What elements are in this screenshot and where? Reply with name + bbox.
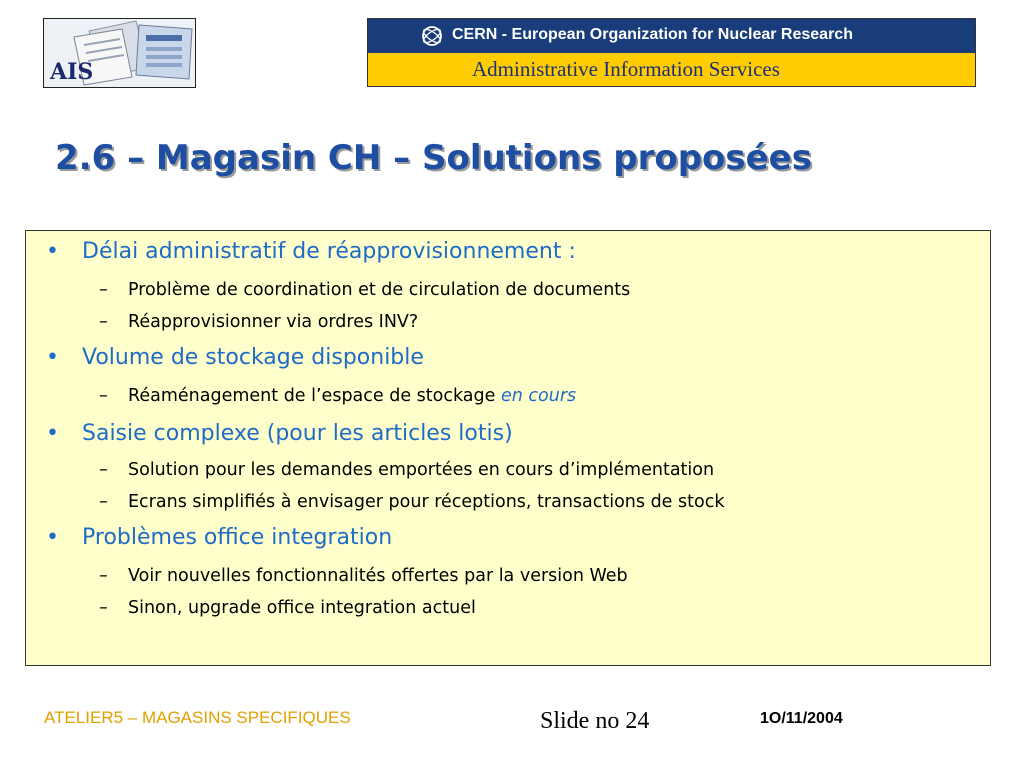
dash-icon: – bbox=[99, 312, 108, 332]
footer-workshop: ATELIER5 – MAGASINS SPECIFIQUES bbox=[44, 708, 351, 727]
bullet-item bbox=[46, 525, 392, 550]
sub-text: Voir nouvelles fonctionnalités offertes par la version Web bbox=[128, 566, 628, 586]
sub-text: Ecrans simplifiés à envisager pour réceptions, transactions de stock bbox=[128, 492, 725, 512]
dash-icon: – bbox=[99, 460, 108, 480]
dash-icon: – bbox=[99, 386, 108, 406]
dash-icon: – bbox=[99, 492, 108, 512]
banner-bottom bbox=[368, 53, 975, 86]
bullet-icon: • bbox=[46, 239, 59, 264]
bullet-text: Problèmes office integration bbox=[82, 525, 393, 550]
slide-number: Slide no 24 bbox=[540, 708, 650, 734]
sub-text: Solution pour les demandes emportées en cours d’implémentation bbox=[128, 460, 715, 480]
bullet-text: Volume de stockage disponible bbox=[82, 345, 424, 370]
sub-item bbox=[99, 492, 724, 512]
slide-title: 2.6 – Magasin CH – Solutions proposées bbox=[55, 138, 812, 178]
sub-item bbox=[99, 598, 476, 618]
sub-item bbox=[99, 312, 418, 332]
dash-icon: – bbox=[99, 566, 108, 586]
sub-item bbox=[99, 386, 576, 406]
bullet-icon: • bbox=[46, 525, 59, 550]
bullet-icon: • bbox=[46, 345, 59, 370]
sub-item bbox=[99, 566, 628, 586]
sub-item bbox=[99, 460, 714, 480]
ais-logo bbox=[43, 18, 196, 88]
sub-text: Problème de coordination et de circulation de documents bbox=[128, 280, 631, 300]
sub-text: Réapprovisionner via ordres INV? bbox=[128, 312, 419, 332]
bullet-item bbox=[46, 421, 513, 446]
banner-top bbox=[368, 19, 975, 53]
cern-title: CERN - European Organization for Nuclear Research bbox=[452, 26, 853, 43]
content-box bbox=[25, 230, 991, 666]
bullet-item bbox=[46, 239, 576, 264]
logo-text: AIS bbox=[50, 59, 94, 85]
bullet-text: Délai administratif de réapprovisionnement : bbox=[82, 239, 576, 264]
bullet-text: Saisie complexe (pour les articles lotis) bbox=[82, 421, 513, 446]
cern-banner bbox=[367, 18, 976, 87]
sub-item bbox=[99, 280, 630, 300]
dash-icon: – bbox=[99, 598, 108, 618]
sub-text-emphasis: en cours bbox=[500, 386, 577, 406]
sub-text: Sinon, upgrade office integration actuel bbox=[128, 598, 476, 618]
bullet-item bbox=[46, 345, 424, 370]
footer-date: 1O/11/2004 bbox=[760, 710, 843, 727]
cern-logo-icon bbox=[420, 24, 444, 48]
bullet-icon: • bbox=[46, 421, 59, 446]
ais-subtitle: Administrative Information Services bbox=[472, 57, 780, 81]
dash-icon: – bbox=[99, 280, 108, 300]
sub-text: Réaménagement de l’espace de stockage bbox=[128, 386, 496, 406]
